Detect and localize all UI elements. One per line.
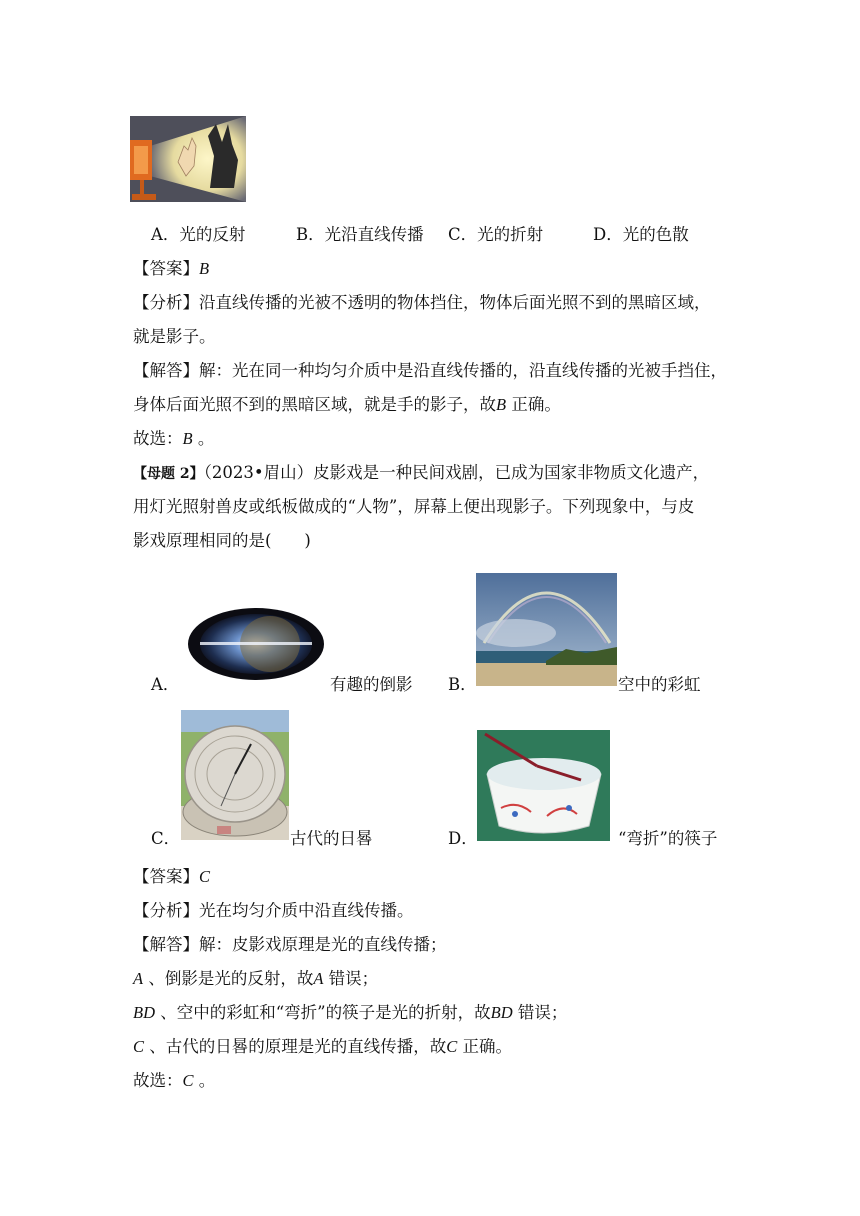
q2-title-line1: 【母题 2】（2023•眉山）皮影戏是一种民间戏剧，已成为国家非物质文化遗产， (133, 463, 710, 482)
q2-solution-bd: BD 、空中的彩虹和“弯折”的筷子是光的折射，故BD 错误； (133, 1003, 568, 1022)
q2-solution: 【解答】解：皮影戏原理是光的直线传播； (133, 935, 447, 954)
q1-analysis-line1: 【分析】沿直线传播的光被不透明的物体挡住，物体后面光照不到的黑暗区域， (133, 293, 711, 312)
q1-option-a: A．光的反射 (151, 225, 246, 244)
rainbow-image (476, 573, 617, 686)
chopstick-bowl-image (477, 730, 610, 841)
q1-choose: 故选：B 。 (133, 429, 215, 448)
q1-answer: 【答案】B (133, 259, 210, 278)
q1-analysis-line2: 就是影子。 (133, 327, 216, 346)
q2-solution-a: A 、倒影是光的反射，故A 错误； (133, 969, 379, 988)
q2-choose: 故选：C 。 (133, 1071, 216, 1090)
q1-option-b: B．光沿直线传播 (296, 225, 424, 244)
q2-option-c-caption: 古代的日晷 (290, 829, 373, 848)
q1-option-d: D．光的色散 (593, 225, 689, 244)
q2-option-b-caption: 空中的彩虹 (618, 675, 701, 694)
hand-shadow-image (130, 116, 246, 202)
sundial-image (181, 710, 289, 840)
q1-solution-line2: 身体后面光照不到的黑暗区域，就是手的影子，故B 正确。 (133, 395, 561, 414)
q2-title-line3: 影戏原理相同的是( ) (133, 531, 311, 550)
q1-solution-line1: 【解答】解：光在同一种均匀介质中是沿直线传播的，沿直线传播的光被手挡住， (133, 361, 727, 380)
q2-answer: 【答案】C (133, 867, 211, 886)
q2-analysis: 【分析】光在均匀介质中沿直线传播。 (133, 901, 414, 920)
q2-option-a-letter: A． (151, 675, 180, 694)
reflection-image (186, 606, 326, 682)
q2-option-d-caption: “弯折”的筷子 (618, 829, 718, 848)
q1-option-c: C．光的折射 (448, 225, 544, 244)
q2-option-d-letter: D． (448, 829, 478, 848)
q2-option-a-caption: 有趣的倒影 (330, 675, 413, 694)
q2-title-line2: 用灯光照射兽皮或纸板做成的“人物”，屏幕上便出现影子。下列现象中，与皮 (133, 497, 695, 516)
q2-option-c-letter: C． (151, 829, 181, 848)
q2-option-b-letter: B． (448, 675, 477, 694)
q2-solution-c: C 、古代的日晷的原理是光的直线传播，故C 正确。 (133, 1037, 513, 1056)
